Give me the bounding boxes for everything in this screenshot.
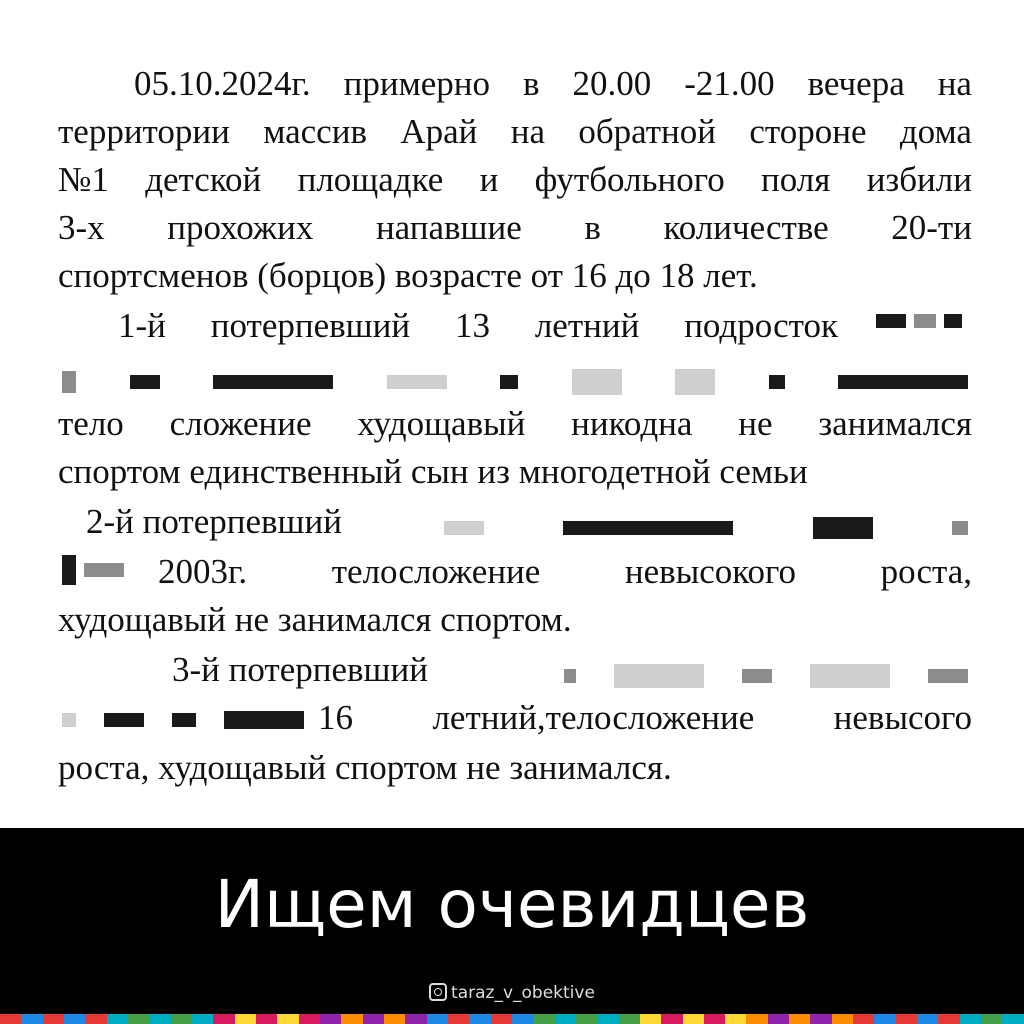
doc-line-12 [172, 648, 522, 692]
redaction-pixel [62, 555, 76, 585]
doc-line-6 [118, 304, 838, 348]
word: 05.10.2024г. [134, 64, 311, 103]
stripe-segment [341, 1014, 362, 1024]
word: и [479, 160, 499, 199]
word: занимался [818, 404, 972, 443]
word: 2003г. [158, 552, 248, 591]
redaction-pixel [813, 517, 873, 539]
stripe-segment [384, 1014, 405, 1024]
stripe-segment [21, 1014, 42, 1024]
redaction-pixel [810, 664, 890, 688]
word: 20.00 [572, 64, 652, 103]
stripe-segment [1002, 1014, 1023, 1024]
word: 20-ти [891, 208, 972, 247]
word: летний [534, 306, 640, 345]
stripe-segment [917, 1014, 938, 1024]
stripe-segment [512, 1014, 533, 1024]
doc-line-1 [134, 62, 972, 106]
doc-line-5: спортсменов (борцов) возрасте от 16 до 18 лет. [58, 256, 758, 295]
redacted-block [560, 656, 972, 696]
stripe-segment [277, 1014, 298, 1024]
stripe-segment [149, 1014, 170, 1024]
stripe-segment [683, 1014, 704, 1024]
word: в [522, 64, 540, 103]
stripe-segment [43, 1014, 64, 1024]
redaction-pixel [130, 375, 160, 389]
word: дома [899, 112, 972, 151]
redacted-block [58, 550, 148, 590]
stripe-segment [640, 1014, 661, 1024]
stripe-segment [427, 1014, 448, 1024]
word: избили [866, 160, 972, 199]
word: детской [145, 160, 262, 199]
word: сложение [169, 404, 312, 443]
stripe-segment [832, 1014, 853, 1024]
stripe-segment [576, 1014, 597, 1024]
doc-line-8: спортом единственный сын из многодетной семьи [58, 452, 808, 491]
stripe-segment [789, 1014, 810, 1024]
stripe-segment [0, 1014, 21, 1024]
redaction-pixel [742, 669, 772, 683]
word: прохожих [167, 208, 314, 247]
redaction-pixel [563, 521, 733, 535]
redaction-pixel [172, 713, 196, 727]
stripe-segment [938, 1014, 959, 1024]
stripe-segment [469, 1014, 490, 1024]
redaction-pixel [876, 314, 906, 328]
word: количестве [663, 208, 829, 247]
stripe-segment [448, 1014, 469, 1024]
redacted-line [58, 362, 972, 402]
stripe-segment [235, 1014, 256, 1024]
doc-line-13 [318, 696, 972, 740]
redaction-pixel [213, 375, 333, 389]
stripe-segment [64, 1014, 85, 1024]
word: худощавый [357, 404, 526, 443]
redaction-pixel [928, 669, 968, 683]
stripe-segment [768, 1014, 789, 1024]
redaction-pixel [769, 375, 785, 389]
stripe-segment [960, 1014, 981, 1024]
stripe-segment [256, 1014, 277, 1024]
stripe-segment [85, 1014, 106, 1024]
stripe-segment [491, 1014, 512, 1024]
stripe-segment [896, 1014, 917, 1024]
word: №1 [58, 160, 109, 199]
redaction-pixel [572, 369, 622, 395]
stripe-segment [746, 1014, 767, 1024]
stripe-segment [533, 1014, 554, 1024]
redaction-pixel [614, 664, 704, 688]
doc-line-10 [158, 550, 972, 594]
redaction-pixel [224, 711, 304, 729]
redaction-pixel [564, 669, 576, 683]
redaction-pixel [838, 375, 968, 389]
stripe-segment [363, 1014, 384, 1024]
redaction-pixel [62, 713, 76, 727]
word: площадке [297, 160, 444, 199]
stripe-segment [213, 1014, 234, 1024]
word: роста, [880, 552, 972, 591]
word: 1-й [118, 306, 166, 345]
word: никодна [571, 404, 693, 443]
word: 3-х [58, 208, 105, 247]
stripe-segment [619, 1014, 640, 1024]
stripe-segment [704, 1014, 725, 1024]
word: футбольного [534, 160, 725, 199]
word: Арай [400, 112, 478, 151]
stripe-segment [192, 1014, 213, 1024]
word: не [738, 404, 773, 443]
stripe-segment [853, 1014, 874, 1024]
banner-title: Ищем очевидцев [214, 866, 810, 943]
instagram-icon [429, 983, 447, 1001]
stripe-segment [810, 1014, 831, 1024]
redaction-pixel [675, 369, 715, 395]
stripe-segment [128, 1014, 149, 1024]
word: на [510, 112, 545, 151]
stripe-segment [597, 1014, 618, 1024]
stripe-segment [107, 1014, 128, 1024]
stripe-segment [981, 1014, 1002, 1024]
doc-line-14: роста, худощавый спортом не занимался. [58, 748, 672, 787]
instagram-handle [0, 982, 1024, 1004]
word: обратной [578, 112, 717, 151]
redaction-pixel [914, 314, 936, 328]
redacted-block [872, 312, 972, 352]
redaction-pixel [952, 521, 968, 535]
redaction-pixel [387, 375, 447, 389]
doc-line-2 [58, 110, 972, 154]
stripe-segment [874, 1014, 895, 1024]
word: невысого [833, 698, 972, 737]
word: тело [58, 404, 124, 443]
stripe-segment [299, 1014, 320, 1024]
redaction-pixel [944, 314, 962, 328]
word: подросток [684, 306, 838, 345]
word: вечера [807, 64, 905, 103]
word: потерпевший [210, 306, 411, 345]
redacted-block [440, 508, 972, 548]
stripe-segment [171, 1014, 192, 1024]
word: 16 [318, 698, 353, 737]
word: 3-й потерпевший [172, 650, 428, 689]
redaction-pixel [62, 371, 76, 393]
word: массив [263, 112, 367, 151]
stripe-segment [405, 1014, 426, 1024]
stripe-segment [555, 1014, 576, 1024]
word: напавшие [375, 208, 522, 247]
word: в [584, 208, 601, 247]
word: летний,телосложение [432, 698, 755, 737]
doc-line-7 [58, 402, 972, 446]
stripe-segment [320, 1014, 341, 1024]
doc-line-3 [58, 158, 972, 202]
handle-text: taraz_v_obektive [451, 983, 595, 1003]
word: на [937, 64, 972, 103]
word: стороне [749, 112, 867, 151]
word: невысокого [624, 552, 796, 591]
word: территории [58, 112, 230, 151]
stripe-segment [661, 1014, 682, 1024]
doc-line-4 [58, 206, 972, 250]
redaction-pixel [500, 375, 518, 389]
doc-line-11: худощавый не занимался спортом. [58, 600, 572, 639]
redacted-block [58, 700, 308, 740]
rainbow-stripe [0, 1014, 1024, 1024]
word: поля [761, 160, 831, 199]
redaction-pixel [104, 713, 144, 727]
word: телосложение [331, 552, 541, 591]
word: 13 [454, 306, 490, 345]
doc-line-9: 2-й потерпевший [86, 502, 342, 541]
stripe-segment [725, 1014, 746, 1024]
redaction-pixel [84, 563, 124, 577]
word: -21.00 [684, 64, 775, 103]
redaction-pixel [444, 521, 484, 535]
word: примерно [343, 64, 491, 103]
